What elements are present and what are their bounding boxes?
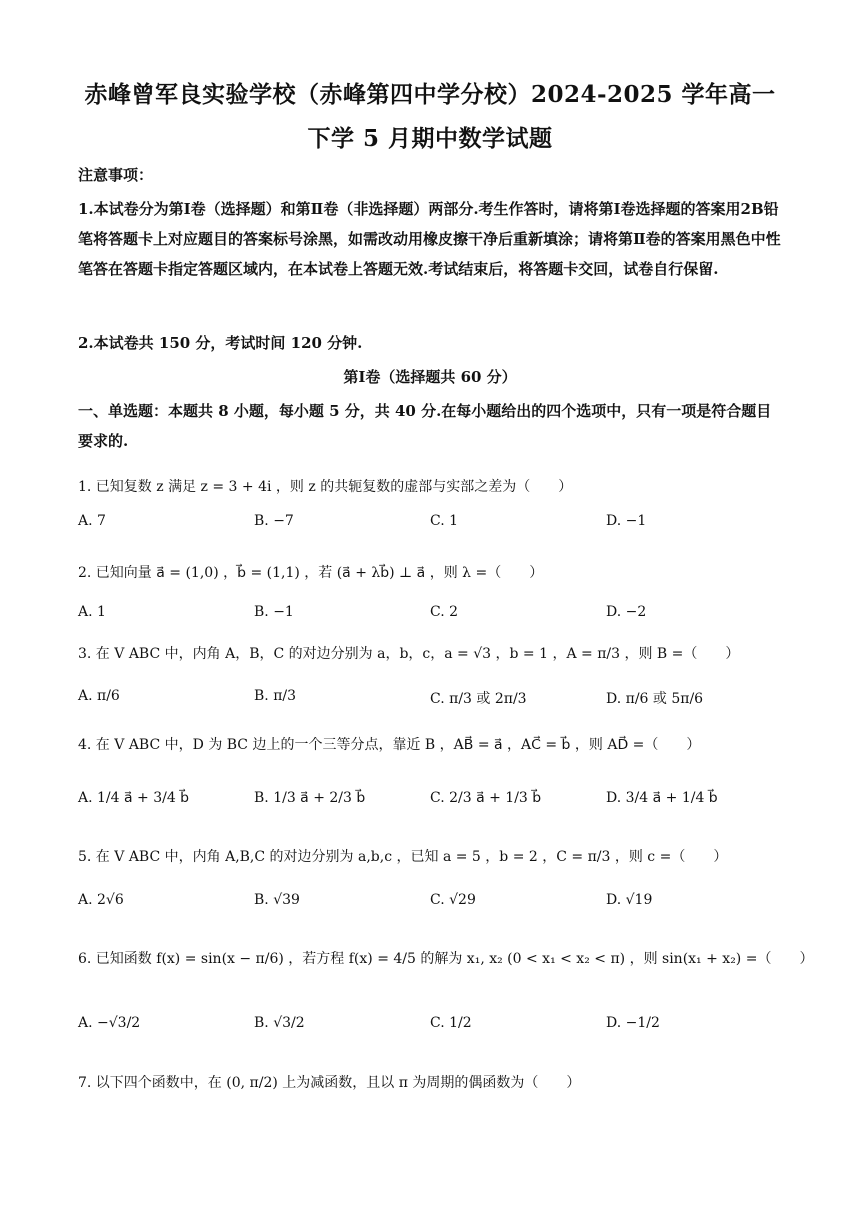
question-7-stem: 7. 以下四个函数中，在 (0, π/2) 上为减函数，且以 π 为周期的偶函数为（ ）: [78, 1075, 581, 1091]
notice-item-2: 2.本试卷共 150 分，考试时间 120 分钟.: [78, 334, 363, 352]
question-2-option-c: C. 2: [430, 604, 459, 620]
question-6-option-a: A. −√3/2: [78, 1015, 141, 1031]
question-3-option-d: D. π/6 或 5π/6: [606, 691, 704, 707]
question-3-option-a: A. π/6: [78, 688, 120, 704]
notice-heading: 注意事项：: [78, 166, 154, 184]
question-2-option-b: B. −1: [254, 604, 294, 620]
question-2-stem: 2. 已知向量 a⃗ = (1,0) ，b⃗ = (1,1) ，若 (a⃗ + λb⃗) ⊥ a⃗ ，则 λ =（ ）: [78, 565, 544, 581]
question-3-option-c: C. π/3 或 2π/3: [430, 691, 527, 707]
question-3-stem: 3. 在 V ABC 中，内角 A，B，C 的对边分别为 a，b，c，a = √3 ，b = 1 ，A = π/3 ，则 B =（ ）: [78, 646, 740, 662]
question-4-option-b: B. 1/3 a⃗ + 2/3 b⃗: [254, 790, 366, 806]
exam-title-line1: 赤峰曾军良实验学校（赤峰第四中学分校）2024-2025 学年高一: [84, 81, 776, 108]
question-4-option-c: C. 2/3 a⃗ + 1/3 b⃗: [430, 790, 542, 806]
question-5-option-a: A. 2√6: [78, 892, 124, 908]
question-5-option-c: C. √29: [430, 892, 476, 908]
question-6-stem: 6. 已知函数 f(x) = sin(x − π/6) ，若方程 f(x) = 4/5 的解为 x₁, x₂ (0 < x₁ < x₂ < π) ，则 sin(x₁ + x₂) =（ ）: [78, 951, 814, 967]
section-title: 第Ⅰ卷（选择题共 60 分）: [343, 368, 517, 386]
section-instruction: 一、单选题：本题共 8 小题，每小题 5 分，共 40 分.在每小题给出的四个选项中，只有一项是符合题目要求的.: [78, 402, 772, 450]
question-6-option-b: B. √3/2: [254, 1015, 305, 1031]
question-6-option-d: D. −1/2: [606, 1015, 660, 1031]
question-1-option-a: A. 7: [78, 513, 106, 529]
question-1-stem: 1. 已知复数 z 满足 z = 3 + 4i ，则 z 的共轭复数的虚部与实部之差为（ ）: [78, 479, 573, 495]
question-3-option-b: B. π/3: [254, 688, 297, 704]
question-1-option-c: C. 1: [430, 513, 459, 529]
question-5-option-d: D. √19: [606, 892, 653, 908]
question-1-option-d: D. −1: [606, 513, 647, 529]
exam-title-line2: 下学 5 月期中数学试题: [307, 125, 553, 152]
question-4-option-d: D. 3/4 a⃗ + 1/4 b⃗: [606, 790, 718, 806]
question-5-option-b: B. √39: [254, 892, 300, 908]
question-6-option-c: C. 1/2: [430, 1015, 472, 1031]
question-5-stem: 5. 在 V ABC 中，内角 A,B,C 的对边分别为 a,b,c ，已知 a = 5 ，b = 2 ，C = π/3 ，则 c =（ ）: [78, 849, 728, 865]
question-1-option-b: B. −7: [254, 513, 294, 529]
question-2-option-d: D. −2: [606, 604, 647, 620]
question-4-stem: 4. 在 V ABC 中，D 为 BC 边上的一个三等分点，靠近 B ，AB⃗ = a⃗ ，AC⃗ = b⃗ ，则 AD⃗ =（ ）: [78, 737, 701, 753]
question-2-option-a: A. 1: [78, 604, 106, 620]
notice-item-1: 1.本试卷分为第Ⅰ卷（选择题）和第Ⅱ卷（非选择题）两部分.考生作答时，请将第Ⅰ卷选择题的答案用2B铅笔将答题卡上对应题目的答案标号涂黑，如需改动用橡皮擦干净后重新填涂；请将第Ⅱ卷的答案用黑色中性笔答在答题卡指定答题区域内，在本试卷上答题无效.考试结束后，将答题卡交回，试卷自行保留.: [78, 200, 781, 278]
question-4-option-a: A. 1/4 a⃗ + 3/4 b⃗: [78, 790, 190, 806]
